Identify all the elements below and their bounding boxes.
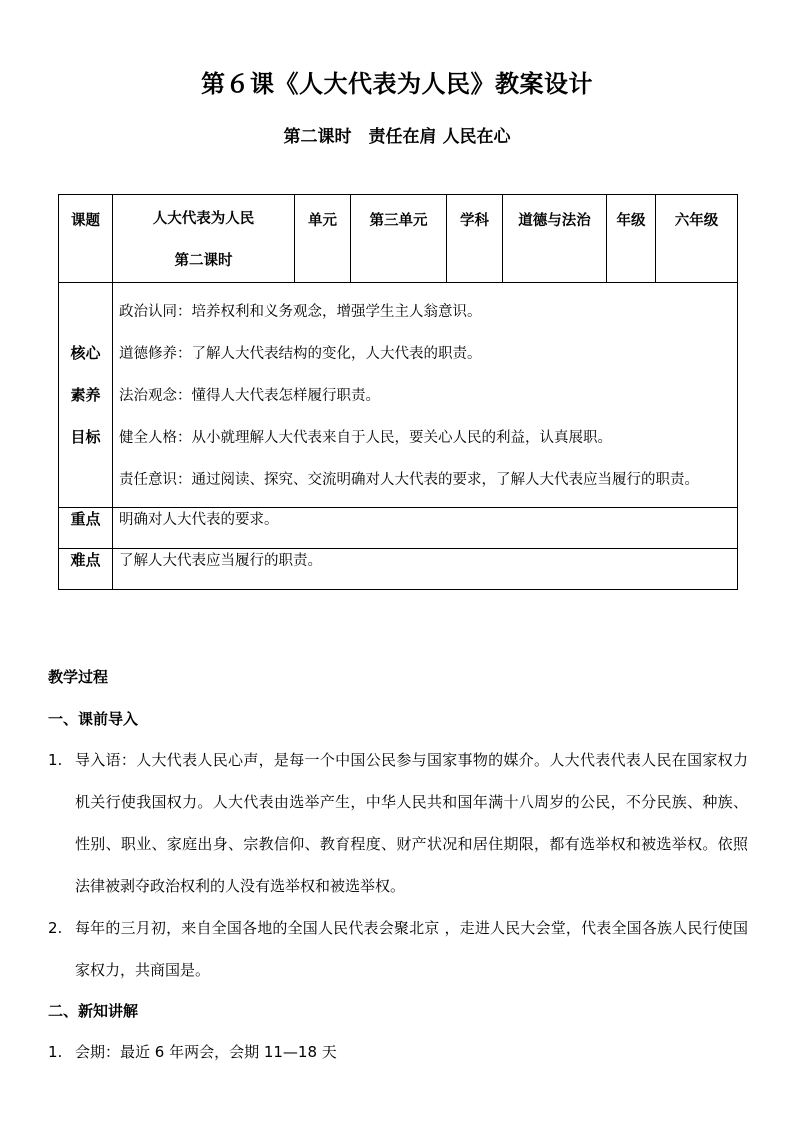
key-point-label: 重点 bbox=[59, 508, 113, 549]
lesson-value bbox=[113, 195, 295, 283]
process-heading: 教学过程 bbox=[48, 668, 109, 686]
unit-value: 第三单元 bbox=[351, 195, 447, 283]
grade-value: 六年级 bbox=[656, 195, 738, 283]
goal-moral: 道德修养：了解人大代表结构的变化，人大代表的职责。 bbox=[119, 346, 482, 362]
core-goals-content bbox=[113, 283, 738, 508]
lesson-name: 人大代表为人民 bbox=[152, 211, 255, 227]
unit-header: 单元 bbox=[295, 195, 351, 283]
goal-personality: 健全人格：从小就理解人大代表来自于人民，要关心人民的利益，认真展职。 bbox=[119, 430, 612, 446]
goal-political: 政治认同：培养权利和义务观念，增强学生主人翁意识。 bbox=[119, 304, 482, 320]
goal-legal: 法治观念：懂得人大代表怎样履行职责。 bbox=[119, 388, 380, 404]
core-goals-label: 核心 素养 目标 bbox=[59, 283, 113, 508]
subject-value: 道德与法治 bbox=[503, 195, 607, 283]
list-item: 1. 会期：最近 6 年两会，会期 11—18 天 bbox=[48, 1043, 337, 1061]
list-item: 1. 导入语：人大代表人民心声，是每一个中国公民参与国家事物的媒介。人大代表代表人民在国家权力机关行使我国权力。人大代表由选举产生，中华人民共和国年满十八周岁的公民，不分民族、种族、性别、职业、家庭出身、宗教信仰、教育程度、财产状况和居住期限，都有选举权和被选举权。依照法律被剥夺政治权利的人没有选举权和被选举权。 bbox=[48, 751, 748, 895]
lesson-session: 第二课时 bbox=[174, 253, 233, 269]
grade-header: 年级 bbox=[607, 195, 656, 283]
list-item: 2. 每年的三月初，来自全国各地的全国人民代表会聚北京 ，走进人民大会堂，代表全国各族人民行使国家权力，共商国是。 bbox=[48, 919, 748, 979]
section-intro-heading: 一、课前导入 bbox=[48, 710, 139, 728]
lesson-header: 课题 bbox=[59, 195, 113, 283]
difficulty-text: 了解人大代表应当履行的职责。 bbox=[113, 549, 738, 590]
difficulty-label: 难点 bbox=[59, 549, 113, 590]
goal-responsibility: 责任意识：通过阅读、探究、交流明确对人大代表的要求，了解人大代表应当履行的职责。 bbox=[119, 472, 699, 488]
subject-header: 学科 bbox=[447, 195, 503, 283]
document-title: 第６课《人大代表为人民》教案设计 bbox=[201, 70, 593, 98]
key-point-text: 明确对人大代表的要求。 bbox=[113, 508, 738, 549]
intro-list bbox=[48, 739, 748, 991]
lesson-info-table bbox=[58, 194, 738, 590]
new-knowledge-list bbox=[48, 1031, 748, 1073]
document-subtitle: 第二课时 责任在肩 人民在心 bbox=[283, 127, 511, 147]
section-new-knowledge-heading: 二、新知讲解 bbox=[48, 1002, 139, 1020]
